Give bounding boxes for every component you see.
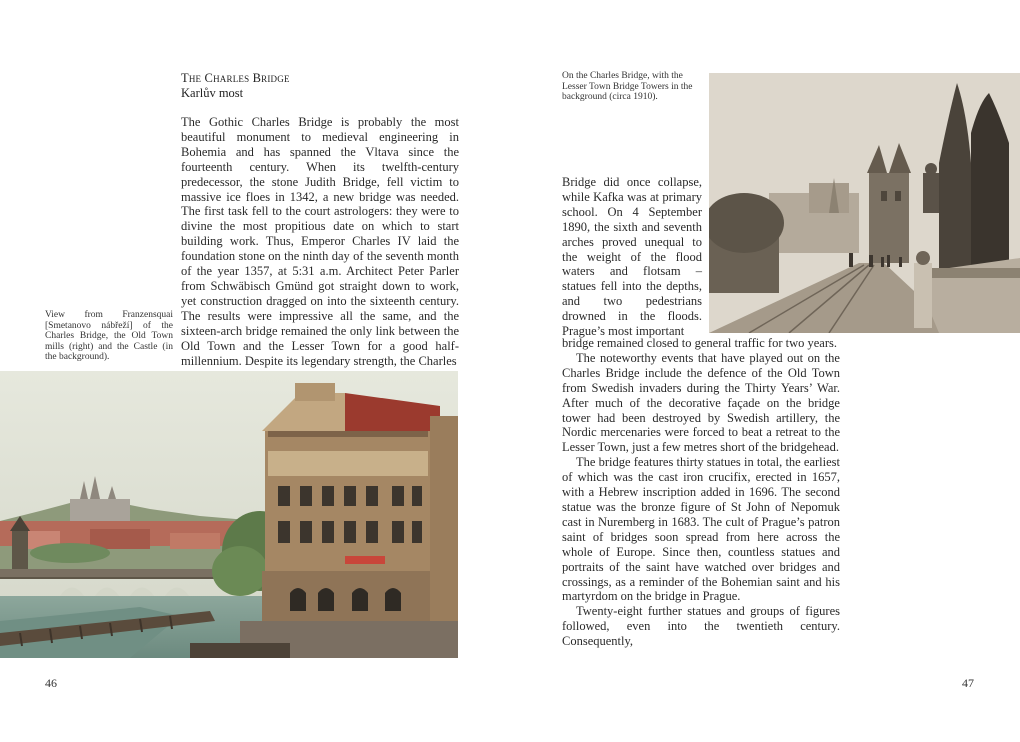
charles-bridge-color-photo	[0, 371, 458, 658]
right-narrow-text: Bridge did once collapse, while Kafka was at primary school. On 4 September 1890, the sixth and seventh arches proved unequal to the weight of the flood waters and flotsam – statues fell into the depths, and two pedestrians drowned in the floods. Prague’s most important	[562, 175, 702, 339]
left-body-text: The Gothic Charles Bridge is probably the most beautiful monument to medieval engineering in Bohemia and has spanned the Vltava since the fourteenth century. When its twelfth-century predecessor, the stone Judith Bridge, fell victim to massive ice floes in 1342, a new bridge was needed. The first task fell to the court astrologers: they were to divine the most propitious date on which to start building work. Thus, Emperor Charles IV laid the foundation stone on the ninth day of the seventh month of the year 1357, at 5:31 a.m. Architect Peter Parler from Schwäbisch Gmünd got straight down to work, yet construction dragged on into the sixteenth century. The results were impressive all the same, and the sixteen-arch bridge remained the only link between the Old Town and the Lesser Town for a good half-millennium. Despite its legendary strength, the Charles	[181, 115, 459, 368]
right-photo-caption: On the Charles Bridge, with the Lesser Town Bridge Towers in the background (circa 1910).	[562, 71, 693, 103]
page-number-right: 47	[962, 676, 974, 690]
page-number-left: 46	[45, 676, 57, 690]
section-subtitle: Karlův most	[181, 86, 244, 100]
left-photo-caption: View from Franzensquai [Smetanovo nábřeží] of the Charles Bridge, the Old Town mills (right) and the Castle (in the background).	[45, 310, 173, 363]
section-heading	[181, 71, 461, 101]
paragraph: Twenty-eight further statues and groups of figures followed, even into the twentieth century. Consequently,	[562, 604, 840, 649]
paragraph: The bridge features thirty statues in total, the earliest of which was the cast iron crucifix, erected in 1657, with a Hebrew inscription added in 1696. The second statue was the bronze figure of St John of Nepomuk cast in Nuremberg in 1683. The cult of Prague’s patron saint of bridges soon spread from here across the whole of Europe. Since then, countless statues and portraits of the saint have watched over bridges and crossings, as a reminder of the Bohemian saint and his martyrdom on the bridge in Prague.	[562, 455, 840, 604]
paragraph: bridge remained closed to general traffic for two years.	[562, 336, 837, 350]
right-body-text	[562, 336, 840, 649]
paragraph: The noteworthy events that have played out on the Charles Bridge include the defence of the Old Town from Swedish invaders during the Thirty Years’ War. After much of the decorative façade on the bridge tower had been destroyed by Swedish artillery, the Nordic mercenaries were forced to beat a retreat to the Lesser Town, just a few metres short of the bridgehead.	[562, 350, 840, 455]
charles-bridge-sepia-photo	[709, 73, 1020, 333]
section-title: The Charles Bridge	[181, 71, 290, 85]
